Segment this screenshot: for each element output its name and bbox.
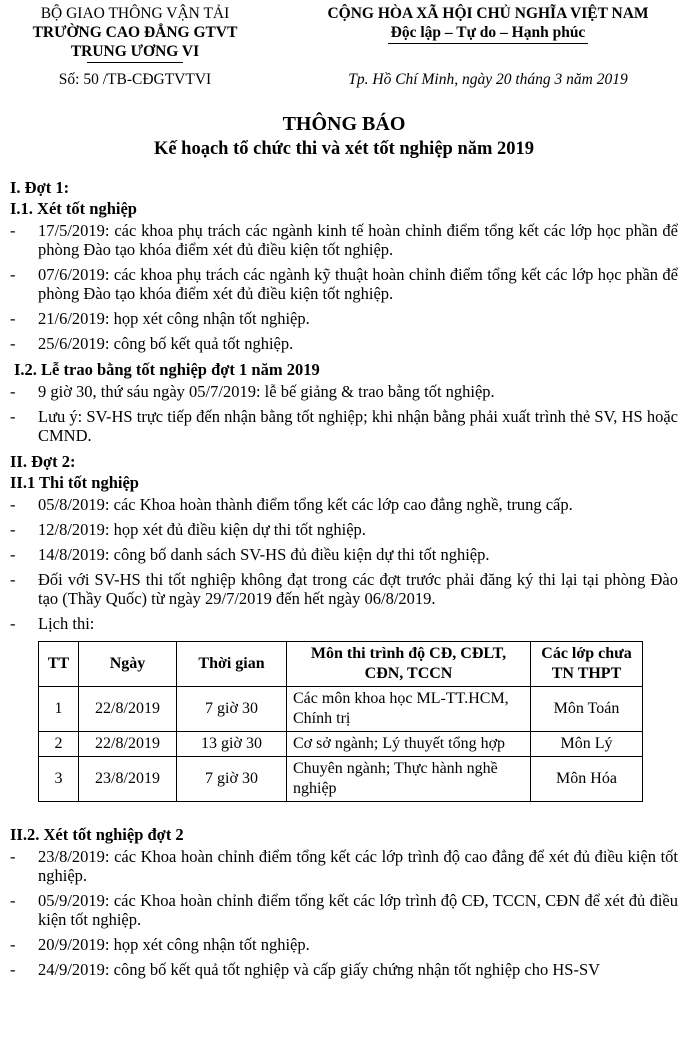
list-item: [10, 520, 678, 539]
list-item-text: Lịch thi:: [38, 614, 95, 633]
list-item-text: 05/9/2019: các Khoa hoàn chỉnh điểm tổng kết các lớp trình độ CĐ, TCCN, CĐN để xét đủ điều kiện tốt nghiệp.: [38, 891, 678, 929]
list-item-text: 20/9/2019: họp xét công nhận tốt nghiệp.: [38, 935, 310, 954]
subsection-heading-i1: I.1. Xét tốt nghiệp: [10, 199, 137, 218]
column-header: Các lớp chưa TN THPT: [531, 642, 643, 687]
school-name-line1: TRƯỜNG CAO ĐẲNG GTVT: [32, 24, 238, 41]
list-item: [10, 545, 678, 564]
table-cell: 7 giờ 30: [177, 757, 287, 802]
list-item-text: 9 giờ 30, thứ sáu ngày 05/7/2019: lễ bế giảng & trao bằng tốt nghiệp.: [38, 382, 495, 401]
bullet-dash: -: [10, 847, 16, 866]
list-i2: [10, 382, 678, 445]
bullet-dash: -: [10, 309, 16, 328]
subsection-heading-ii1: II.1 Thi tốt nghiệp: [10, 473, 139, 492]
table-cell: 13 giờ 30: [177, 732, 287, 757]
table-cell: 7 giờ 30: [177, 687, 287, 732]
column-header: Môn thi trình độ CĐ, CĐLT, CĐN, TCCN: [287, 642, 531, 687]
column-header: Ngày: [79, 642, 177, 687]
list-item-text: 14/8/2019: công bố danh sách SV-HS đủ điều kiện dự thi tốt nghiệp.: [38, 545, 490, 564]
country-name: CỘNG HÒA XÃ HỘI CHỦ NGHĨA VIỆT NAM: [327, 5, 649, 22]
bullet-dash: -: [10, 570, 16, 589]
list-item-text: 23/8/2019: các Khoa hoàn chỉnh điểm tổng kết các lớp trình độ cao đẳng để xét đủ điều kiện tốt nghiệp.: [38, 847, 678, 885]
table-row: [39, 687, 643, 732]
table-row: [39, 732, 643, 757]
school-name-line2: TRUNG ƯƠNG VI: [70, 43, 200, 60]
ministry-name: BỘ GIAO THÔNG VẬN TẢI: [40, 5, 230, 22]
list-item-text: 24/9/2019: công bố kết quả tốt nghiệp và cấp giấy chứng nhận tốt nghiệp cho HS-SV: [38, 960, 601, 979]
list-item-text: 07/6/2019: các khoa phụ trách các ngành kỹ thuật hoàn chỉnh điểm tổng kết các lớp học phần để phòng Đào tạo khóa điểm xét đủ điều kiện tốt nghiệp.: [38, 265, 678, 303]
bullet-dash: -: [10, 935, 16, 954]
list-item-text: 21/6/2019: họp xét công nhận tốt nghiệp.: [38, 309, 310, 328]
bullet-dash: -: [10, 520, 16, 539]
issuer-block: [10, 4, 260, 63]
place-and-date: Tp. Hồ Chí Minh, ngày 20 tháng 3 năm 2019: [348, 71, 628, 88]
table-cell: 22/8/2019: [79, 687, 177, 732]
list-item-text: Đối với SV-HS thi tốt nghiệp không đạt trong các đợt trước phải đăng ký thi lại tại phòng Đào tạo (Thầy Quốc) từ ngày 29/7/2019 đến hết ngày 06/8/2019.: [38, 570, 678, 608]
list-item-text: 17/5/2019: các khoa phụ trách các ngành kinh tế hoàn chỉnh điểm tổng kết các lớp học phần để phòng Đào tạo khóa điểm xét đủ điều kiện tốt nghiệp.: [38, 221, 678, 259]
bullet-dash: -: [10, 960, 16, 979]
document-title: THÔNG BÁO: [282, 113, 406, 135]
list-i1: [10, 221, 678, 353]
table-cell: Môn Hóa: [531, 757, 643, 802]
table-cell: 3: [39, 757, 79, 802]
list-item: [10, 847, 678, 885]
list-item: [10, 495, 678, 514]
reference-line: [10, 71, 678, 89]
bullet-dash: -: [10, 495, 16, 514]
list-item: [10, 309, 678, 328]
list-item: [10, 570, 678, 608]
table-cell: 22/8/2019: [79, 732, 177, 757]
list-item: [10, 935, 678, 954]
list-item: [10, 614, 678, 633]
subsection-heading-i2: I.2. Lễ trao bằng tốt nghiệp đợt 1 năm 2019: [14, 360, 320, 379]
document-subtitle: Kế hoạch tổ chức thi và xét tốt nghiệp năm 2019: [153, 139, 535, 159]
bullet-dash: -: [10, 614, 16, 633]
bullet-dash: -: [10, 407, 16, 426]
table-header-row: [39, 642, 643, 687]
table-cell: Chuyên ngành; Thực hành nghề nghiệp: [287, 757, 531, 802]
list-item-text: 25/6/2019: công bố kết quả tốt nghiệp.: [38, 334, 294, 353]
list-item: [10, 891, 678, 929]
list-item: [10, 221, 678, 259]
table-cell: Môn Toán: [531, 687, 643, 732]
bullet-dash: -: [10, 334, 16, 353]
table-cell: 1: [39, 687, 79, 732]
section-heading-part1: I. Đợt 1:: [10, 178, 70, 197]
exam-schedule-table: [38, 641, 643, 802]
list-item: [10, 334, 678, 353]
table-row: [39, 757, 643, 802]
section-heading-part2: II. Đợt 2:: [10, 452, 76, 471]
table-cell: Môn Lý: [531, 732, 643, 757]
table-cell: Cơ sở ngành; Lý thuyết tổng hợp: [287, 732, 531, 757]
bullet-dash: -: [10, 221, 16, 240]
motto-underline: [388, 43, 588, 44]
bullet-dash: -: [10, 265, 16, 284]
document-header: [10, 4, 678, 63]
list-ii1: [10, 495, 678, 633]
list-item: [10, 960, 678, 979]
subsection-heading-ii2: II.2. Xét tốt nghiệp đợt 2: [10, 825, 184, 844]
table-cell: 23/8/2019: [79, 757, 177, 802]
list-ii2: [10, 847, 678, 979]
national-motto: Độc lập – Tự do – Hạnh phúc: [390, 24, 586, 41]
list-item: [10, 265, 678, 303]
table-cell: 2: [39, 732, 79, 757]
bullet-dash: -: [10, 545, 16, 564]
list-item: [10, 382, 678, 401]
list-item-text: 05/8/2019: các Khoa hoàn thành điểm tổng kết các lớp cao đẳng nghề, trung cấp.: [38, 495, 573, 514]
bullet-dash: -: [10, 382, 16, 401]
issuer-underline: [87, 62, 183, 63]
list-item: [10, 407, 678, 445]
column-header: Thời gian: [177, 642, 287, 687]
column-header: TT: [39, 642, 79, 687]
table-cell: Các môn khoa học ML-TT.HCM, Chính trị: [287, 687, 531, 732]
list-item-text: 12/8/2019: họp xét đủ điều kiện dự thi tốt nghiệp.: [38, 520, 366, 539]
list-item-text: Lưu ý: SV-HS trực tiếp đến nhận bằng tốt nghiệp; khi nhận bằng phải xuất trình thẻ SV, HS hoặc CMND.: [38, 407, 678, 445]
bullet-dash: -: [10, 891, 16, 910]
national-motto-block: [298, 4, 678, 63]
document-number: Số: 50 /TB-CĐGTVTVI: [58, 71, 212, 88]
